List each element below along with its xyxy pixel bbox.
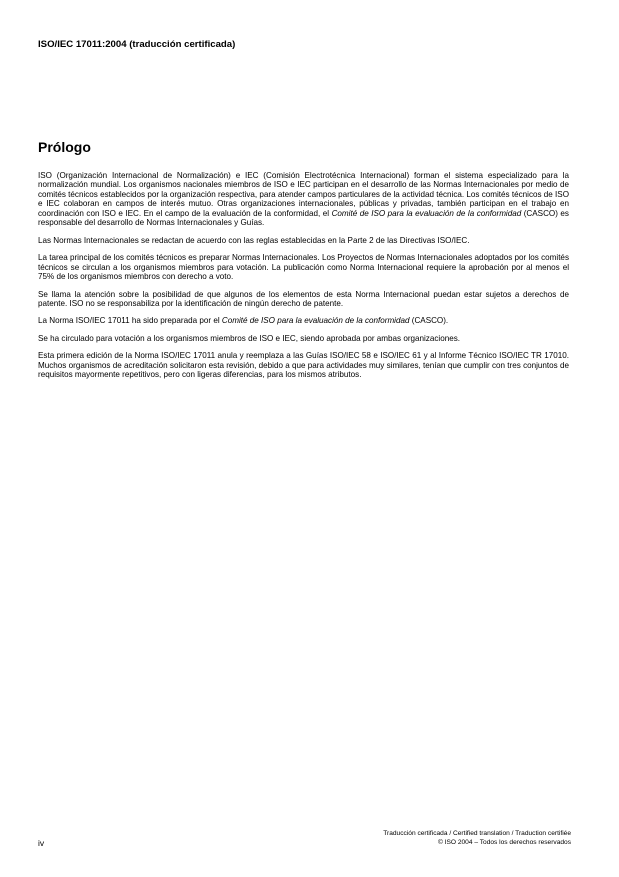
paragraph-1 [38, 171, 569, 228]
paragraph-1-text-b: (CASCO) es responsable del desarrollo de Normas Internacionales y Guías. [38, 208, 569, 228]
paragraph-5-committee-name: Comité de ISO para la evaluación de la conformidad [221, 316, 410, 326]
paragraph-7: Esta primera edición de la Norma ISO/IEC 17011 anula y reemplaza a las Guías ISO/IEC 58 e ISO/IEC 61 y al Informe Técnico ISO/IEC TR 17010. Muchos organismos de acreditación solicitaron esta revisión, debido a que para actividades muy similares, tenían que cumplir con tres conjuntos de requisitos mayormente repetitivos, pero con ligeras diferencias, para los mismos atributos. [38, 351, 569, 380]
paragraph-4: Se llama la atención sobre la posibilidad de que algunos de los elementos de esta Norma Internacional puedan estar sujetos a derechos de patente. ISO no se responsabiliza por la identificación de ningún derecho de patente. [38, 289, 569, 308]
document-header: ISO/IEC 17011:2004 (traducción certificada) [38, 39, 236, 50]
page-number: iv [38, 838, 45, 848]
paragraph-5 [38, 316, 569, 325]
footer-translation-note: Traducción certificada / Certified translation / Traduction certifiée [383, 830, 571, 837]
paragraph-2: Las Normas Internacionales se redactan de acuerdo con las reglas establecidas en la Parte 2 de las Directivas ISO/IEC. [38, 235, 470, 245]
footer-copyright: © ISO 2004 – Todos los derechos reservados [437, 839, 571, 846]
paragraph-1-text-a: ISO (Organización Internacional de Normalización) e IEC (Comisión Electrotécnica Internacional) forman el sistema especializado para la normalización mundial. Los organismos nacionales miembros de ISO e IEC participan en el desarrollo de las Normas Internacionales por medio de comités técnicos establecidos por la organización respectiva, para atender campos particulares de la actividad técnica. Los comités técnicos de ISO e IEC colaboran en campos de interés mutuo. Otras organizaciones internacionales, públicas y privadas, también participan en el trabajo en coordinación con ISO e IEC. En el campo de la evaluación de la conformidad, el [38, 171, 569, 218]
paragraph-1-committee-name: Comité de ISO para la evaluación de la conformidad [331, 208, 522, 218]
paragraph-3: La tarea principal de los comités técnicos es preparar Normas Internacionales. Los Proyectos de Normas Internacionales adoptados por los comités técnicos se circulan a los organismos miembros para votación. La publicación como Norma Internacional requiere la aprobación por al menos el 75% de los organismos miembros con derecho a voto. [38, 253, 569, 282]
page-footer [383, 829, 571, 847]
paragraph-5-text-a: La Norma ISO/IEC 17011 ha sido preparada por el [38, 316, 222, 326]
section-title: Prólogo [38, 139, 91, 155]
foreword-body [38, 171, 569, 388]
paragraph-6: Se ha circulado para votación a los organismos miembros de ISO e IEC, siendo aprobada por ambas organizaciones. [38, 333, 461, 343]
paragraph-5-text-b: (CASCO). [409, 316, 449, 326]
